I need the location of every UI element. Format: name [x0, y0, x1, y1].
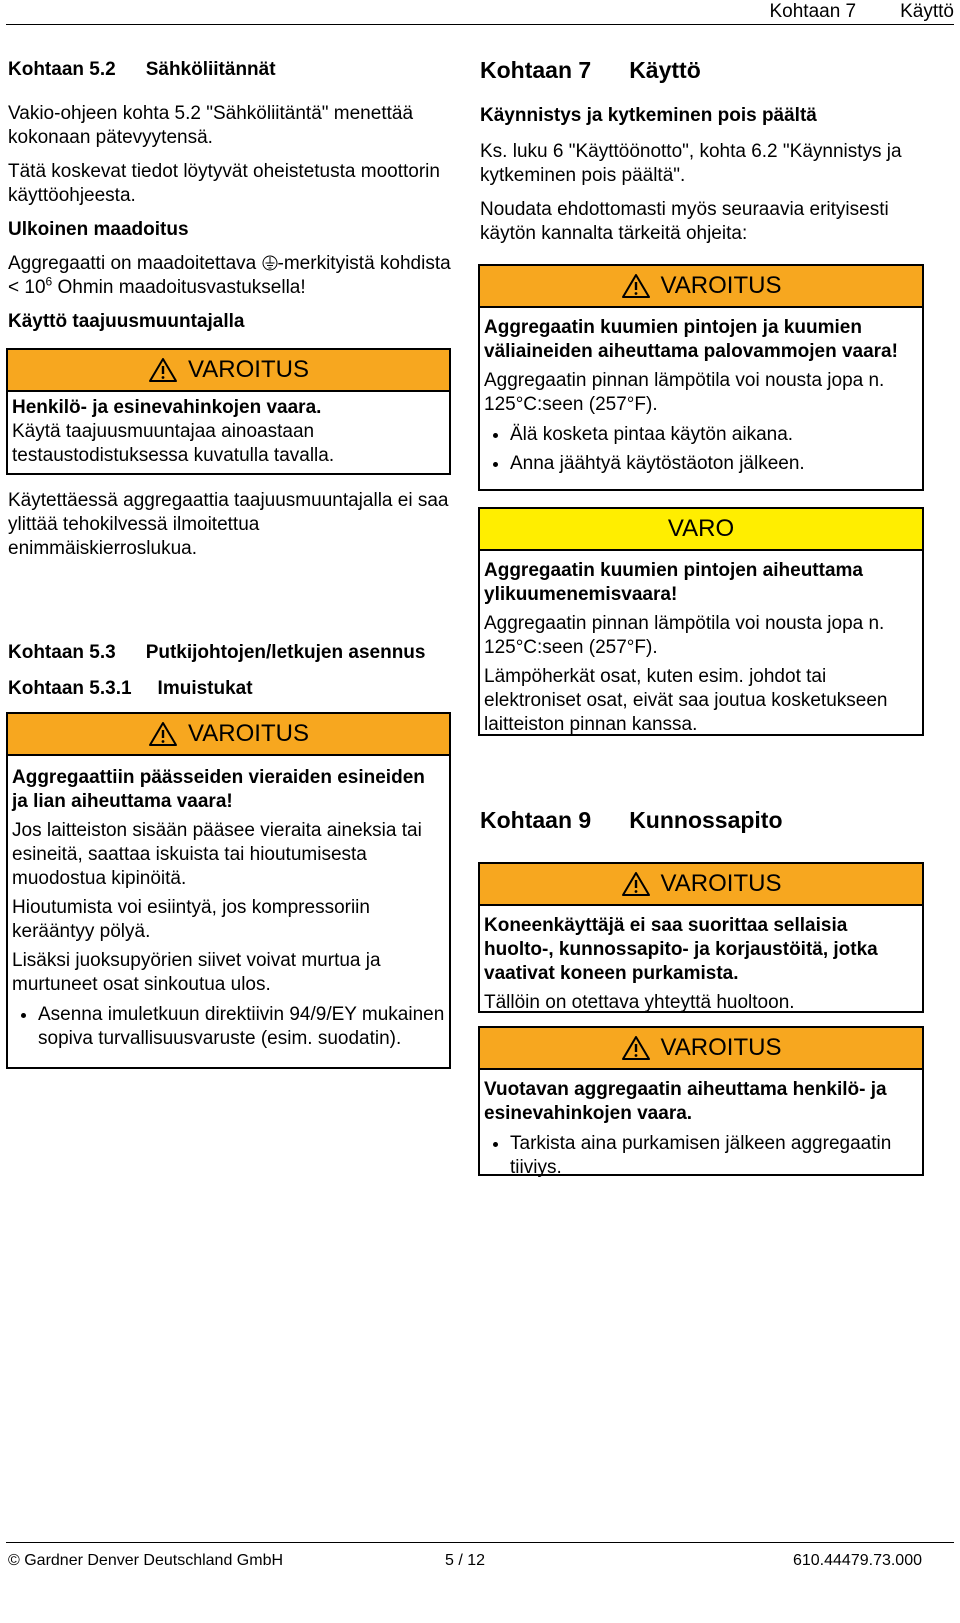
footer-page-number: 5 / 12	[445, 1552, 486, 1569]
subheading-start: Käynnistys ja kytkeminen pois päältä	[480, 105, 817, 126]
warning-text: Tällöin on otettava yhteyttä huoltoon.	[484, 992, 795, 1013]
warning-header	[480, 864, 922, 906]
section-title: Sähköliitännät	[145, 59, 276, 80]
warning-header	[480, 266, 922, 308]
warning-text: Jos laitteiston sisään pääsee vieraita aineksia tai esineitä, saattaa iskuista tai hioutumisesta muodostua kipinöitä.	[12, 820, 422, 889]
warning-label: VAROITUS	[660, 1034, 782, 1061]
right-column	[480, 58, 925, 246]
warning-label: VAROITUS	[188, 356, 309, 383]
warning-box-vfd	[6, 348, 451, 475]
warning-header	[8, 350, 449, 392]
section-title: Putkijohtojen/letkujen asennus	[145, 642, 426, 663]
warning-label: VAROITUS	[660, 272, 782, 299]
warning-label: VAROITUS	[188, 720, 309, 747]
warning-bold-text: Aggregaatin kuumien pintojen ja kuumien väliaineiden aiheuttama palovammojen vaara!	[484, 317, 898, 362]
paragraph: Tätä koskevat tiedot löytyvät oheistetusta moottorin käyttöohjeesta.	[8, 161, 440, 206]
section-number: Kohtaan 5.3.1	[8, 678, 132, 699]
section-5-3-1-heading	[8, 677, 453, 701]
footer-company: © Gardner Denver Deutschland GmbH	[8, 1552, 284, 1569]
warning-bold-text: Henkilö- ja esinevahinkojen vaara.	[12, 397, 322, 418]
paragraph: Noudata ehdottomasti myös seuraavia erityisesti käytön kannalta tärkeitä ohjeita:	[480, 199, 889, 244]
caution-text: Aggregaatin pinnan lämpötila voi nousta jopa n. 125°C:seen (257°F).	[484, 613, 885, 658]
warning-triangle-icon	[621, 1035, 651, 1061]
section-7-heading	[480, 58, 925, 82]
caution-label: VARO	[667, 515, 735, 542]
warning-header	[480, 1028, 922, 1070]
header-chapter: Kohtaan 7	[769, 1, 857, 22]
section-title: Kunnossapito	[629, 807, 783, 833]
header-title: Käyttö	[900, 1, 954, 22]
warning-text: Hioutumista voi esiintyä, jos kompressoriin kerääntyy pölyä.	[12, 897, 370, 942]
warning-box-hot-surfaces	[478, 264, 924, 491]
warning-text: Käytä taajuusmuuntajaa ainoastaan testaustodistuksessa kuvatulla tavalla.	[12, 421, 335, 466]
section-title: Imuistukat	[157, 678, 253, 699]
caution-box-overheating	[478, 507, 924, 736]
header-rule	[6, 24, 954, 25]
page-header	[725, 0, 954, 24]
paragraph: Vakio-ohjeen kohta 5.2 "Sähköliitäntä" menettää kokonaan pätevyytensä.	[8, 103, 414, 148]
footer-document-number: 610.44479.73.000	[792, 1552, 922, 1569]
earthing-paragraph: Aggregaatti on maadoitettava -merkityistä kohdista < $10^6$ Ohmin maadoitusvastuksella!	[8, 253, 451, 298]
warning-text: Aggregaatin pinnan lämpötila voi nousta jopa n. 125°C:seen (257°F).	[484, 370, 885, 415]
list-item: • Tarkista aina purkamisen jälkeen aggregaatin tiiviys.	[510, 1132, 918, 1180]
warning-bold-text: Aggregaattiin päässeiden vieraiden esineiden ja lian aiheuttama vaara!	[12, 767, 425, 812]
warning-triangle-icon	[621, 273, 651, 299]
section-number: Kohtaan 5.3	[8, 642, 116, 663]
bullet-list	[484, 423, 918, 476]
caution-bold-text: Aggregaatin kuumien pintojen aiheuttama ylikuumenemisvaara!	[484, 560, 863, 605]
section-number: Kohtaan 7	[480, 57, 592, 83]
earth-ground-icon	[262, 255, 278, 271]
section-number: Kohtaan 5.2	[8, 59, 116, 80]
warning-bold-text: Koneenkäyttäjä ei saa suorittaa sellaisia huolto-, kunnossapito- ja korjaustöitä, jotka vaativat koneen purkamista.	[484, 915, 878, 984]
paragraph: Käytettäessä aggregaattia taajuusmuuntajalla ei saa ylittää tehokilvessä ilmoitettua enimmäiskierroslukua.	[8, 490, 449, 559]
list-item: • Asenna imuletkuun direktiivin 94/9/EY mukainen sopiva turvallisuusvaruste (esim. suodatin).	[38, 1003, 445, 1051]
warning-box-leakage	[478, 1026, 924, 1176]
warning-triangle-icon	[148, 721, 178, 747]
warning-triangle-icon	[148, 357, 178, 383]
footer-rule	[6, 1542, 954, 1543]
subheading-earthing: Ulkoinen maadoitus	[8, 219, 189, 240]
warning-header	[8, 714, 449, 756]
bullet-list	[484, 1132, 918, 1180]
warning-label: VAROITUS	[660, 870, 782, 897]
caution-header	[480, 509, 922, 551]
warning-bold-text: Vuotavan aggregaatin aiheuttama henkilö- ja esinevahinkojen vaara.	[484, 1079, 887, 1124]
section-5-3-heading	[8, 641, 460, 665]
list-item: • Älä kosketa pintaa käytön aikana.	[510, 423, 918, 447]
section-9-heading	[480, 808, 925, 832]
paragraph: Ks. luku 6 "Käyttöönotto", kohta 6.2 "Käynnistys ja kytkeminen pois päältä".	[480, 141, 902, 186]
warning-box-intake	[6, 712, 451, 1069]
left-column	[8, 58, 453, 334]
caution-text: Lämpöherkät osat, kuten esim. johdot tai elektroniset osat, eivät saa joutua kosketukseen laitteiston pinnan kanssa.	[484, 666, 888, 735]
warning-text: Lisäksi juoksupyörien siivet voivat murtua ja murtuneet osat sinkoutua ulos.	[12, 950, 381, 995]
section-number: Kohtaan 9	[480, 807, 592, 833]
section-title: Käyttö	[629, 57, 701, 83]
warning-box-maintenance	[478, 862, 924, 1013]
subheading-vfd: Käyttö taajuusmuuntajalla	[8, 311, 245, 332]
list-item: • Anna jäähtyä käytöstäoton jälkeen.	[510, 452, 918, 476]
bullet-list	[12, 1003, 445, 1051]
warning-triangle-icon	[621, 871, 651, 897]
section-5-2-heading	[8, 58, 453, 82]
